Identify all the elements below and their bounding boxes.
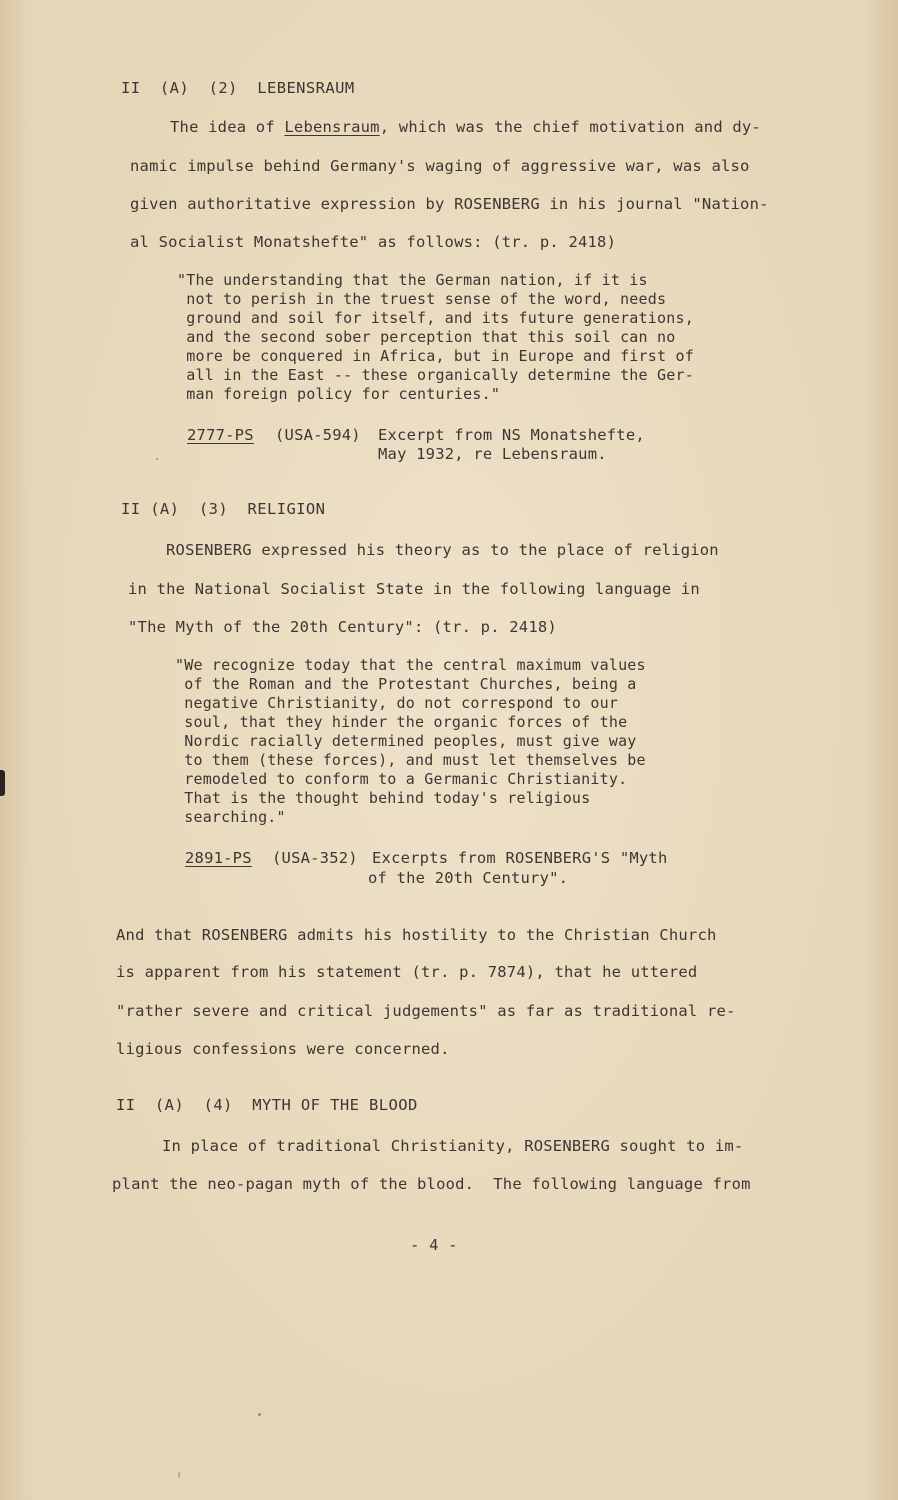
paragraph-line: in the National Socialist State in the following language in [128,580,700,598]
quote-line: man foreign policy for centuries." [177,385,501,403]
section-heading-religion: II (A) (3) RELIGION [121,500,326,518]
underlined-term: Lebensraum [284,118,380,136]
paragraph-line: is apparent from his statement (tr. p. 7874), that he uttered [116,963,698,981]
paragraph-line: ligious confessions were concerned. [116,1040,450,1058]
citation-description: May 1932, re Lebensraum. [378,445,607,463]
citation-description: Excerpt from NS Monatshefte, [378,426,645,444]
section-heading-myth-of-the-blood: II (A) (4) MYTH OF THE BLOOD [116,1096,418,1114]
paragraph-line: al Socialist Monatshefte" as follows: (tr. p. 2418) [130,233,617,251]
paragraph-line: In place of traditional Christianity, ROSENBERG sought to im- [162,1137,744,1155]
citation-description: Excerpts from ROSENBERG'S "Myth [372,849,668,867]
quote-line: to them (these forces), and must let themselves be [175,751,646,769]
paragraph-line: "rather severe and critical judgements" as far as traditional re- [116,1002,736,1020]
quote-line: soul, that they hinder the organic forces of the [175,713,628,731]
paper-speck [178,1472,180,1478]
citation-description: of the 20th Century". [368,869,569,887]
paragraph-line: ROSENBERG expressed his theory as to the place of religion [166,541,719,559]
quote-line: more be conquered in Africa, but in Europe and first of [177,347,694,365]
paragraph-line: namic impulse behind Germany's waging of aggressive war, was also [130,157,750,175]
quote-line: ground and soil for itself, and its future generations, [177,309,694,327]
paragraph-line: "The Myth of the 20th Century": (tr. p. 2418) [128,618,557,636]
paper-speck [258,1413,261,1416]
paragraph-line: given authoritative expression by ROSENBERG in his journal "Nation- [130,195,769,213]
quote-line: "The understanding that the German nation, if it is [177,271,648,289]
binding-mark [0,770,5,796]
quote-line: negative Christianity, do not correspond to our [175,694,619,712]
citation-doc-number: 2777-PS [187,426,254,444]
quote-line: Nordic racially determined peoples, must give way [175,732,637,750]
quote-line: remodeled to conform to a Germanic Christianity. [175,770,628,788]
quote-line: searching." [175,808,286,826]
paragraph-line: And that ROSENBERG admits his hostility to the Christian Church [116,926,717,944]
quote-line: "We recognize today that the central maximum values [175,656,646,674]
quote-line: That is the thought behind today's religious [175,789,591,807]
text-run: The idea of [170,118,285,136]
citation-exhibit: (USA-352) [272,849,358,867]
citation-doc-number: 2891-PS [185,849,252,867]
citation-exhibit: (USA-594) [275,426,361,444]
section-heading-lebensraum: II (A) (2) LEBENSRAUM [121,79,355,97]
quote-line: of the Roman and the Protestant Churches, being a [175,675,637,693]
page-number: - 4 - [410,1236,458,1254]
paragraph-line [170,117,761,137]
text-run: , which was the chief motivation and dy- [379,118,761,136]
quote-line: and the second sober perception that this soil can no [177,328,676,346]
quote-line: not to perish in the truest sense of the word, needs [177,290,667,308]
quote-line: all in the East -- these organically determine the Ger- [177,366,694,384]
paper-speck [156,458,158,460]
paragraph-line: plant the neo-pagan myth of the blood. The following language from [112,1175,751,1193]
